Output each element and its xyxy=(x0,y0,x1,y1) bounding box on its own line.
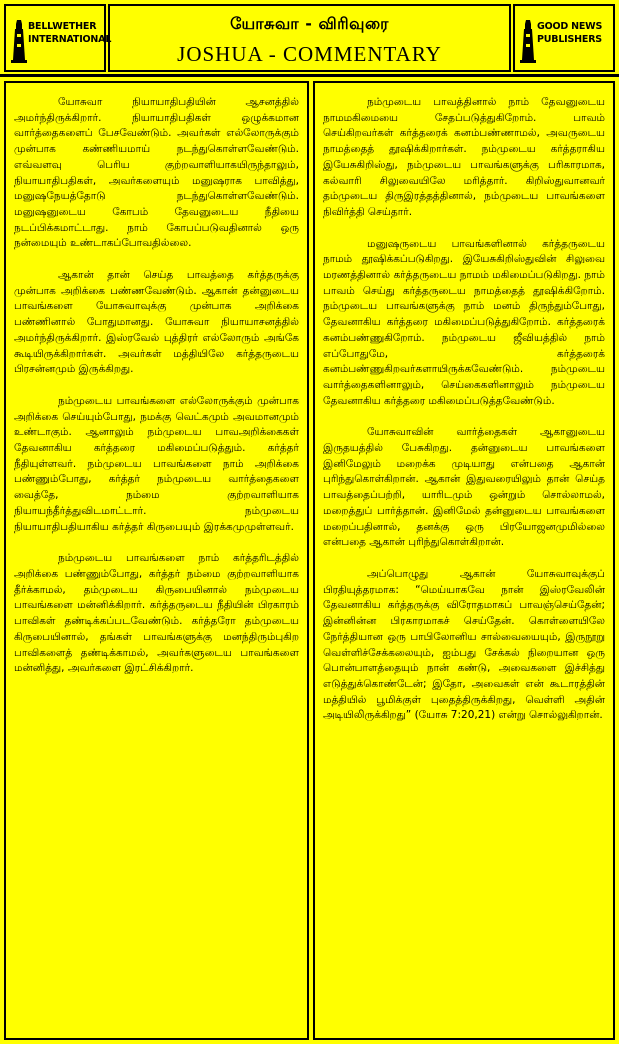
paragraph: நம்முடைய பாவங்களை நாம் கர்த்தரிடத்தில் அறிக்கை பண்ணும்போது, கர்த்தர் நம்மை குற்றவாளியாக தீர்க்காமல், தம்முடைய கிருபையினால் நம்முடைய பாவங்களை மன்னிக்கிறார். கர்த்தருடைய நீதியின் பிரகாரம் பாவிகள் தண்டிக்கப்படவேண்டும். கர்த்தரோ தம்முடைய கிருபையினால், தங்கள் பாவங்களுக்கு மனந்திரும்புகிற பாவிகளைத் தண்டிக்காமல், அவர்களுடைய பாவங்களை மன்னித்து, அவர்களை இரட்சிக்கிறார். xyxy=(14,552,299,675)
bellwether-logo xyxy=(4,4,112,72)
logo-left-line1: BELLWETHER xyxy=(28,21,97,32)
right-column xyxy=(313,81,615,1040)
paragraph: நம்முடைய பாவத்தினால் நாம் தேவனுடைய நாமமகிமையை சேதப்படுத்துகிறோம். பாவம் செய்கிறவர்கள் கர்த்தரைக் கனம்பண்ணாமல், அவருடைய நாமத்தைத் தூஷிக்கிறார்கள். நம்முடைய கர்த்தராகிய இயேசுகிறிஸ்து, நம்முடைய பாவங்களுக்கு பரிகாரமாக, கல்வாரி சிலுவையிலே மரித்தார். கிறிஸ்துவானவர் தம்முடைய திருஇரத்தத்தினால், நம்முடைய பாவங்களை நிவிர்த்தி செய்தார். xyxy=(323,96,605,218)
paragraph: அப்பொழுது ஆகான் யோசுவாவுக்குப் பிரதியுத்தரமாக: “மெய்யாகவே நான் இஸ்ரவேலின் தேவனாகிய கர்த்தருக்கு விரோதமாகப் பாவஞ்செய்தேன்; இன்னின்ன பிரகாரமாகச் செய்தேன். கொள்ளையிலே நேர்த்தியான ஒரு பாபிலோனிய சால்வையையும், இருநூறு வெள்ளிச்சேக்கலையும், ஐம்பது சேக்கல் நிறையான ஒரு பொன்பாளத்தையும் நான் கண்டு, அவைகளை இச்சித்து எடுத்துக்கொண்டேன்; இதோ, அவைகள் என் கூடாரத்தின் மத்தியில் பூமிக்குள் புதைத்திருக்கிறது, வெள்ளி அதின் அடியிலிருக்கிறது” (யோசு 7:20,21) என்று சொல்லுகிறான். xyxy=(323,567,605,722)
lighthouse-icon xyxy=(11,18,27,64)
page-title-tamil: யோசுவா - விரிவுரை xyxy=(230,14,389,33)
title-box xyxy=(108,4,511,72)
logo-right-line1: GOOD NEWS xyxy=(537,21,603,32)
header xyxy=(0,0,619,77)
paragraph: யோசுவா நியாயாதிபதியின் ஆசனத்தில் அமர்ந்திருக்கிறார். நியாயாதிபதிகள் ஒழுக்கமான வார்த்தைகளைப் பேசவேண்டும். அவர்கள் எல்லோருக்கும் முன்பாக கண்ணியமாய் நடந்துகொள்ளவேண்டும். எவ்வளவு பெரிய குற்றவாளியாகயிருந்தாலும், நியாயாதிபதிகள், அவர்களையும் மனுஷராக பாவித்து, மனுஷநேயத்தோடு நடந்துகொள்ளவேண்டும். மனுஷனுடைய கோபம் தேவனுடைய நீதியை நடப்பிக்கமாட்டாது. நாம் கோபப்படுவதினால் ஒரு நன்மையும் உண்டாகப்போவதில்லை. xyxy=(14,96,299,250)
bellwether-logo-text xyxy=(28,20,112,46)
logo-left-line2: INTERNATIONAL xyxy=(28,34,112,45)
lighthouse-icon xyxy=(520,18,536,64)
left-column xyxy=(4,81,309,1040)
page-title-english: JOSHUA - COMMENTARY xyxy=(177,42,442,66)
paragraph: ஆகான் தான் செய்த பாவத்தை கர்த்தருக்கு முன்பாக அறிக்கை பண்ணவேண்டும். ஆகான் தன்னுடைய பாவங்களை யோசுவாவுக்கு முன்பாக அறிக்கை பண்ணினால் போதுமானது. யோசுவா நியாயாசனத்தில் அமர்ந்திருக்கிறார். இஸ்ரவேல் புத்திரர் எல்லோரும் அங்கே கூடியிருக்கிறார்கள். அவர்கள் மத்தியிலே கர்த்தருடைய பிரசன்னமும் இருக்கிறது. xyxy=(14,269,299,376)
paragraph: மனுஷருடைய பாவங்களினால் கர்த்தருடைய நாமம் தூஷிக்கப்படுகிறது. இயேசுகிறிஸ்துவின் சிலுவை மரணத்தினால் கர்த்தருடைய நாமம் மகிமைப்படுகிறது. நாம் பாவம் செய்து கர்த்தருடைய நாமத்தைத் தூஷிக்கிறோம். நம்முடைய பாவங்களுக்கு நாம் மனம் திருந்தும்போது, தேவனாகிய கர்த்தரை மகிமைப்படுத்துகிறோம். கர்த்தரைக் கனம்பண்ணுகிறோம். நம்முடைய ஜீவியத்தில் நாம் எப்போதுமே, கர்த்தரைக் கனம்பண்ணுகிறவர்களாயிருக்கவேண்டும். நம்முடைய வார்த்தைகளினாலும், செய்கைகளினாலும் நம்முடைய தேவனாகிய கர்த்தரை மகிமைப்படுத்தவேண்டும். xyxy=(323,237,605,407)
good-news-logo xyxy=(513,4,615,72)
good-news-logo-text xyxy=(537,20,613,46)
paragraph: யோசுவாவின் வார்த்தைகள் ஆகானுடைய இருதயத்தில் பேசுகிறது. தன்னுடைய பாவங்களை இனிமேலும் மறைக்க முடியாது என்பதை ஆகான் புரிந்துகொள்கிறான். ஆகான் இதுவரையிலும் தான் செய்த பாவத்தைப்பற்றி, யாரிடமும் ஒன்றும் சொல்லாமல், மறைத்துப் பார்த்தான். இனிமேல் தன்னுடைய பாவங்களை மறைப்பதினால், தனக்கு ஒரு பிரயோஜனமுமில்லை என்பதை ஆகான் புரிந்துகொள்கிறான். xyxy=(323,426,605,549)
paragraph: நம்முடைய பாவங்களை எல்லோருக்கும் முன்பாக அறிக்கை செய்யும்போது, நமக்கு வெட்கமும் அவமானமும் உண்டாகும். ஆனாலும் நம்முடைய பாவஅறிக்கைகள் தேவனாகிய கர்த்தரை மகிமைப்படுத்தும். கர்த்தர் நீதியுள்ளவர். நம்முடைய பாவங்களை நாம் அறிக்கை பண்ணும்போது, கர்த்தர் நம்முடைய வார்த்தைகளை வைத்தே, நம்மை குற்றவாளியாக நியாயந்தீர்த்துவிடமாட்டார். நம்முடைய நியாயாதிபதியாகிய கர்த்தர் கிருபையும் இரக்கமுமுள்ளவர். xyxy=(14,394,299,533)
logo-right-line2: PUBLISHERS xyxy=(537,34,602,45)
